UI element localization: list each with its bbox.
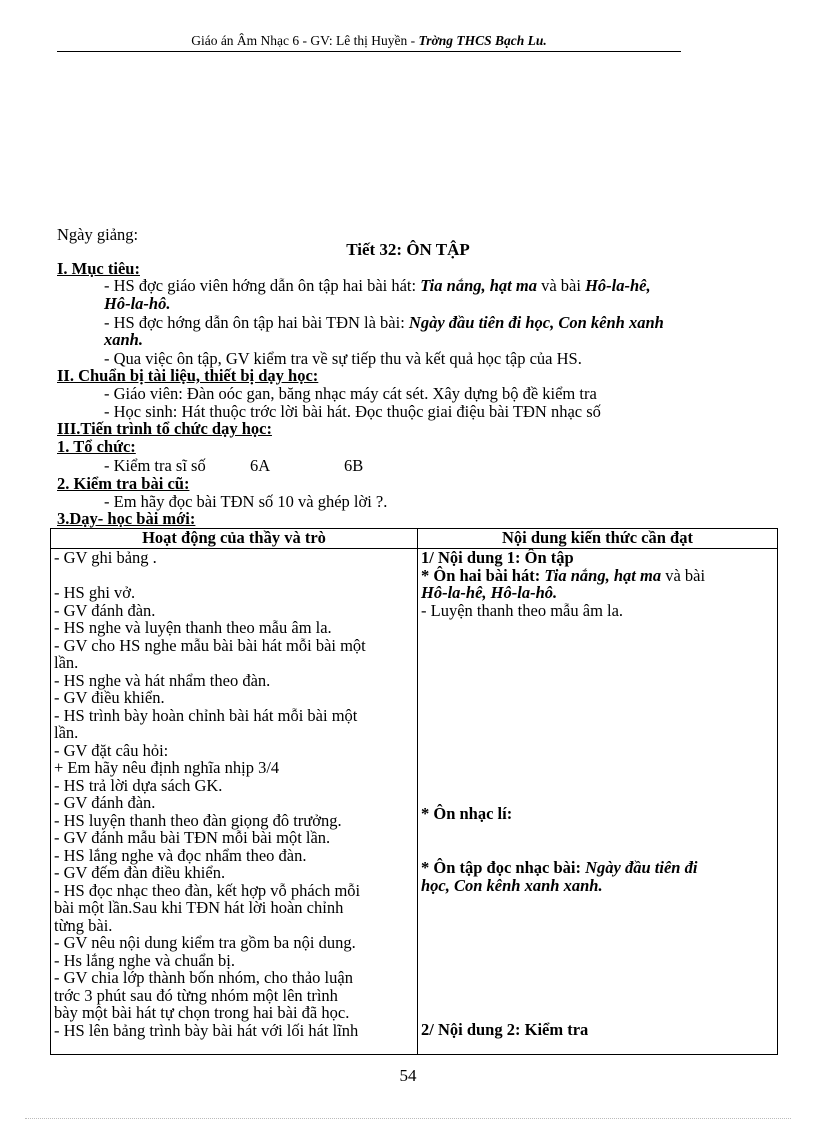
page-number: 54	[399, 1066, 417, 1085]
attendance-check: - Kiểm tra sĩ số 6A 6B	[104, 456, 364, 475]
activity-line: lần.	[54, 723, 79, 742]
activity-line: - HS trình bày hoàn chỉnh bài hát mỗi bài một	[54, 705, 358, 725]
content-part-1-title: 1/ Nội dung 1: Ôn tập	[421, 548, 574, 567]
section-preparation-heading: II. Chuẩn bị tài liệu, thiết bị dạy học:	[57, 366, 319, 385]
content-music-theory: * Ôn nhạc lí:	[421, 804, 513, 823]
activity-line: - GV điều khiển.	[54, 688, 165, 707]
preparation-student: - Học sinh: Hát thuộc trớc lời bài hát. Đọc thuộc giai điệu bài TĐN nhạc số	[104, 402, 601, 421]
activity-line: - HS ghi vở.	[54, 583, 136, 602]
header-teacher: Giáo án Âm Nhạc 6 - GV: Lê thị Huyền -	[191, 33, 419, 48]
activity-line: - GV đánh đàn.	[54, 600, 156, 620]
lesson-title: Tiết 32: ÔN TẬP	[346, 240, 470, 259]
header-activities: Hoạt động của thầy và trò	[51, 529, 418, 549]
activity-line: - GV cho HS nghe mẫu bài bài hát mỗi bài một	[54, 635, 366, 655]
activity-line: từng bài.	[54, 915, 113, 935]
activity-line: trớc 3 phút sau đó từng nhóm một lên trình	[54, 985, 338, 1005]
objective-line-5: - Qua việc ôn tập, GV kiểm tra về sự tiếp thu và kết quả học tập của HS.	[104, 349, 582, 368]
content-part-2-title: 2/ Nội dung 2: Kiểm tra	[421, 1020, 589, 1039]
header-content: Nội dung kiến thức cần đạt	[418, 529, 778, 549]
activity-line: - HS trả lời dựa sách GK.	[54, 775, 223, 795]
activity-line: - HS nghe và hát nhẩm theo đàn.	[54, 670, 271, 690]
content-song-name: Hô-la-hê, Hô-la-hô.	[421, 583, 558, 602]
activity-line: - HS nghe và luyện thanh theo mẫu âm la.	[54, 618, 332, 637]
subsection-organization: 1. Tổ chức:	[57, 437, 136, 456]
header-school: Trờng THCS Bạch Lu.	[418, 33, 547, 48]
content-warmup: - Luyện thanh theo mẫu âm la.	[421, 600, 624, 620]
section-objectives-heading: I. Mục tiêu:	[57, 259, 140, 278]
objective-line-3: - HS đợc hớng dẫn ôn tập hai bài TĐN là bài: Ngày đầu tiên đi học, Con kênh xanh	[104, 313, 664, 332]
activity-line: - HS luyện thanh theo đàn giọng đô trưởng.	[54, 810, 342, 830]
table-row	[51, 549, 778, 1055]
content-sight-reading: * Ôn tập đọc nhạc bài: Ngày đầu tiên đi học, Con kênh xanh xanh.	[421, 858, 698, 895]
section-process-heading: III.Tiến trình tổ chức dạy học:	[57, 419, 272, 438]
activity-line: lần.	[54, 653, 79, 672]
activity-line	[54, 567, 414, 585]
subsection-review: 2. Kiểm tra bài cũ:	[57, 474, 190, 493]
table-header-row	[51, 529, 778, 549]
activity-line: - GV đặt câu hỏi:	[54, 740, 169, 760]
objective-line-2: Hô-la-hô.	[104, 294, 171, 313]
objective-line-4: xanh.	[104, 330, 143, 349]
activity-line: - HS lên bảng trình bày bài hát với lối hát lĩnh	[54, 1020, 359, 1040]
activity-line: - Hs lắng nghe và chuẩn bị.	[54, 950, 235, 970]
content-cell	[418, 549, 778, 1055]
activity-line: - HS lắng nghe và đọc nhẩm theo đàn.	[54, 845, 307, 865]
lesson-table	[50, 528, 778, 1055]
activity-line: - GV ghi bảng .	[54, 548, 157, 567]
activity-line: bày một bài hát tự chọn trong hai bài đã học.	[54, 1003, 350, 1022]
page-bottom-divider	[25, 1118, 791, 1119]
activity-line: bài một lần.Sau khi TĐN hát lời hoàn chỉnh	[54, 898, 344, 917]
activity-line: + Em hãy nêu định nghĩa nhịp 3/4	[54, 758, 280, 777]
activity-line: - HS đọc nhạc theo đàn, kết hợp vỗ phách mỗi	[54, 880, 361, 900]
activity-line: - GV nêu nội dung kiểm tra gồm ba nội dung.	[54, 933, 356, 952]
date-label: Ngày giảng:	[57, 225, 139, 244]
subsection-new-lesson: 3.Dạy- học bài mới:	[57, 509, 196, 528]
activity-line: - GV đánh đàn.	[54, 793, 156, 812]
content-review-songs: * Ôn hai bài hát: Tia nắng, hạt ma và bài	[421, 565, 706, 585]
activity-line: - GV chia lớp thành bốn nhóm, cho thảo luận	[54, 968, 353, 987]
review-question: - Em hãy đọc bài TĐN số 10 và ghép lời ?.	[104, 492, 388, 511]
activities-cell	[51, 549, 418, 1055]
page-header	[57, 33, 681, 52]
objective-line-1: - HS đợc giáo viên hớng dẫn ôn tập hai bài hát: Tia nắng, hạt ma và bài Hô-la-hê,	[104, 276, 651, 295]
preparation-teacher: - Giáo viên: Đàn oóc gan, băng nhạc máy cát sét. Xây dựng bộ đề kiểm tra	[104, 384, 597, 403]
activity-line: - GV đánh mẫu bài TĐN mỗi bài một lần.	[54, 828, 331, 847]
activity-line: - GV đếm đàn điều khiển.	[54, 863, 226, 882]
